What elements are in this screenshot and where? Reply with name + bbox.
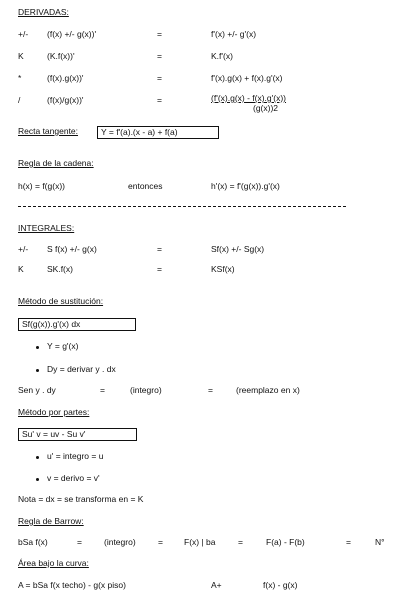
partes-note: Nota = dx = se transforma en = K: [18, 494, 144, 504]
derivadas-eq-sum: =: [157, 29, 162, 39]
derivadas-op-quotient: /: [18, 95, 21, 105]
regla-cadena-mid: entonces: [128, 181, 163, 191]
integrales-right-const: KSf(x): [211, 264, 235, 274]
derivadas-left-quotient: (f(x)/g(x))': [47, 95, 84, 105]
partes-formula: Su' v = uv - Su v': [22, 429, 86, 439]
partes-bullet-2: v = derivo = v': [47, 473, 100, 483]
derivadas-left-product: (f(x).g(x))': [47, 73, 84, 83]
bullet-icon: [36, 456, 39, 459]
derivadas-eq-product: =: [157, 73, 162, 83]
integrales-op-sum: +/-: [18, 244, 29, 254]
section-title-integrales: INTEGRALES:: [18, 223, 75, 233]
recta-tangente-label: Recta tangente:: [18, 126, 79, 136]
sustitucion-formula-box: [18, 318, 136, 331]
derivadas-right-sum: f'(x) +/- g'(x): [211, 29, 257, 39]
sustitucion-line-c: (reemplazo en x): [236, 385, 300, 395]
recta-tangente-box: [97, 126, 219, 139]
area-label: Área bajo la curva:: [18, 558, 89, 568]
integrales-left-sum: S f(x) +/- g(x): [47, 244, 97, 254]
area-right: f(x) - g(x): [263, 580, 298, 590]
derivadas-left-sum: (f(x) +/- g(x))': [47, 29, 97, 39]
sustitucion-formula: Sf(g(x)).g'(x) dx: [22, 319, 81, 329]
recta-tangente-formula: Y = f'(a).(x - a) + f(a): [101, 127, 178, 137]
derivadas-quotient-numerator: (f'(x).g(x) - f(x).g'(x)): [211, 93, 287, 103]
partes-bullet-1: u' = integro = u: [47, 451, 104, 461]
barrow-part-2: =: [77, 537, 82, 547]
derivadas-quotient-denominator: (g(x))2: [253, 103, 279, 113]
sustitucion-line-eq2: =: [208, 385, 213, 395]
sustitucion-line-eq1: =: [100, 385, 105, 395]
regla-cadena-left: h(x) = f(g(x)): [18, 181, 65, 191]
barrow-part-3: (integro): [104, 537, 136, 547]
derivadas-eq-quotient: =: [157, 95, 162, 105]
bullet-icon: [36, 369, 39, 372]
derivadas-op-sum: +/-: [18, 29, 29, 39]
barrow-label: Regla de Barrow:: [18, 516, 84, 526]
barrow-part-6: =: [238, 537, 243, 547]
integrales-right-sum: Sf(x) +/- Sg(x): [211, 244, 265, 254]
barrow-part-5: F(x) | ba: [184, 537, 216, 547]
integrales-eq-sum: =: [157, 244, 162, 254]
derivadas-op-product: *: [18, 73, 22, 83]
barrow-part-4: =: [158, 537, 163, 547]
barrow-part-7: F(a) - F(b): [266, 537, 305, 547]
bullet-icon: [36, 478, 39, 481]
bullet-icon: [36, 346, 39, 349]
partes-formula-box: [18, 428, 137, 441]
sustitucion-bullet-1: Y = g'(x): [47, 341, 79, 351]
sustitucion-bullet-2: Dy = derivar y . dx: [47, 364, 116, 374]
barrow-part-1: bSa f(x): [18, 537, 48, 547]
partes-label: Método por partes:: [18, 407, 90, 417]
sustitucion-label: Método de sustitución:: [18, 296, 104, 306]
derivadas-right-product: f'(x).g(x) + f(x).g'(x): [211, 73, 283, 83]
derivadas-op-const: K: [18, 51, 24, 61]
derivadas-eq-const: =: [157, 51, 162, 61]
area-formula: A = bSa f(x techo) - g(x piso): [18, 580, 126, 590]
sustitucion-line-b: (integro): [130, 385, 162, 395]
integrales-left-const: SK.f(x): [47, 264, 73, 274]
integrales-op-const: K: [18, 264, 24, 274]
barrow-part-8: =: [346, 537, 351, 547]
integrales-eq-const: =: [157, 264, 162, 274]
barrow-part-9: N°: [375, 537, 385, 547]
section-divider: [18, 206, 346, 207]
section-title-derivadas: DERIVADAS:: [18, 7, 69, 17]
regla-cadena-right: h'(x) = f'(g(x)).g'(x): [211, 181, 280, 191]
regla-cadena-label: Regla de la cadena:: [18, 158, 94, 168]
derivadas-left-const: (K.f(x))': [47, 51, 75, 61]
area-mid: A+: [211, 580, 222, 590]
derivadas-right-const: K.f'(x): [211, 51, 233, 61]
sustitucion-line-a: Sen y . dy: [18, 385, 56, 395]
